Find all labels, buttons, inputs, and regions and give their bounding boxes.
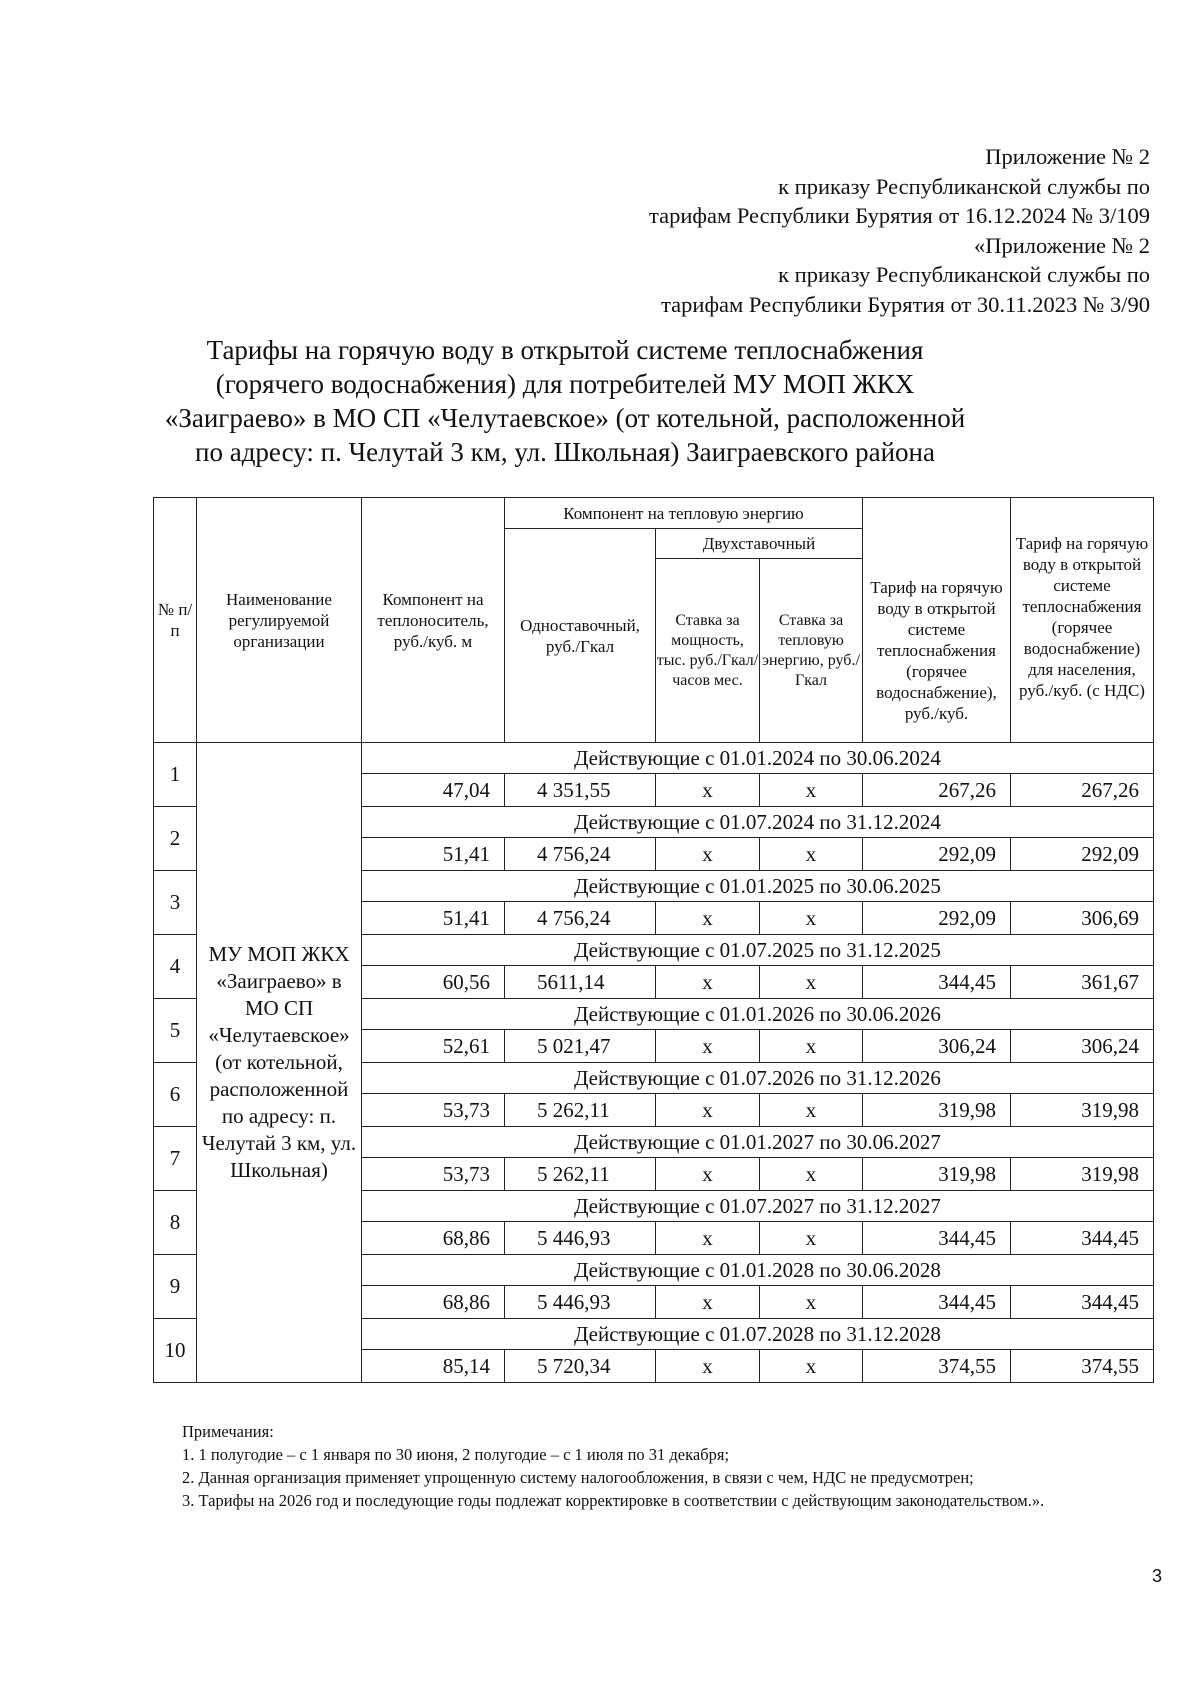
energy-rate-value: х: [760, 1030, 863, 1063]
capacity-rate-value: х: [656, 1350, 760, 1383]
capacity-rate-value: х: [656, 1158, 760, 1191]
capacity-rate-value: х: [656, 1094, 760, 1127]
carrier-value: 60,56: [362, 966, 505, 999]
note-item: 2. Данная организация применяет упрощенную систему налогообложения, в связи с чем, НДС не предусмотрен;: [182, 1468, 974, 1487]
header-heat-component: Компонент на тепловую энергию: [505, 498, 863, 529]
energy-rate-value: х: [760, 1094, 863, 1127]
row-number: 4: [154, 935, 197, 999]
energy-rate-value: х: [760, 1158, 863, 1191]
row-number: 9: [154, 1255, 197, 1319]
row-number: 3: [154, 871, 197, 935]
capacity-rate-value: х: [656, 1286, 760, 1319]
header-single-rate: Одноставочный, руб./Гкал: [505, 529, 656, 743]
org-name: МУ МОП ЖКХ «Заиграево» в МО СП «Челутаевское» (от котельной, расположенной по адресу: п. Челутай 3 км, ул. Школьная): [197, 743, 362, 1383]
population-tariff-value: 319,98: [1011, 1158, 1154, 1191]
capacity-rate-value: х: [656, 838, 760, 871]
header-num: № п/п: [154, 498, 197, 743]
energy-rate-value: х: [760, 1286, 863, 1319]
tariff-value: 292,09: [863, 838, 1011, 871]
row-number: 1: [154, 743, 197, 807]
carrier-value: 53,73: [362, 1158, 505, 1191]
single-rate-value: 5 262,11: [505, 1094, 656, 1127]
population-tariff-value: 306,69: [1011, 902, 1154, 935]
capacity-rate-value: х: [656, 1030, 760, 1063]
document-title: Тарифы на горячую воду в открытой системе теплоснабжения (горячего водоснабжения) для потребителей МУ МОП ЖКХ «Заиграево» в МО СП «Челутаевское» (от котельной, расположенной по адресу: п. Челутай 3 км, ул. Школьная) Заиграевского района: [164, 335, 966, 467]
capacity-rate-value: х: [656, 902, 760, 935]
header-capacity-rate: Ставка за мощность, тыс. руб./Гкал/ часов мес.: [656, 559, 760, 743]
carrier-value: 51,41: [362, 838, 505, 871]
notes-heading: Примечания:: [182, 1422, 274, 1441]
capacity-rate-value: х: [656, 774, 760, 807]
capacity-rate-value: х: [656, 966, 760, 999]
header-carrier: Компонент на теплоноситель, руб./куб. м: [362, 498, 505, 743]
header-line-5: к приказу Республиканской службы по: [778, 262, 1150, 287]
period-label: Действующие с 01.07.2025 по 31.12.2025: [362, 935, 1154, 966]
population-tariff-value: 319,98: [1011, 1094, 1154, 1127]
single-rate-value: 5611,14: [505, 966, 656, 999]
single-rate-value: 5 021,47: [505, 1030, 656, 1063]
population-tariff-value: 344,45: [1011, 1286, 1154, 1319]
period-label: Действующие с 01.01.2026 по 30.06.2026: [362, 999, 1154, 1030]
period-row: [154, 743, 1154, 774]
carrier-value: 68,86: [362, 1286, 505, 1319]
population-tariff-value: 267,26: [1011, 774, 1154, 807]
tariff-value: 374,55: [863, 1350, 1011, 1383]
header-line-2: к приказу Республиканской службы по: [778, 173, 1150, 199]
single-rate-value: 4 351,55: [505, 774, 656, 807]
carrier-value: 47,04: [362, 774, 505, 807]
population-tariff-value: 361,67: [1011, 966, 1154, 999]
row-number: 6: [154, 1063, 197, 1127]
header-two-rate: Двухставочный: [656, 529, 863, 559]
header-line-3: тарифам Республики Бурятия от 16.12.2024 № 3/109: [649, 203, 1150, 228]
tariff-value: 319,98: [863, 1094, 1011, 1127]
capacity-rate-value: х: [656, 1222, 760, 1255]
period-label: Действующие с 01.07.2026 по 31.12.2026: [362, 1063, 1154, 1094]
row-number: 7: [154, 1127, 197, 1191]
header-tariff: Тариф на горячую воду в открытой системе теплоснабжения (горячее водоснабжение), руб./куб.: [863, 498, 1011, 743]
header-line-4: «Приложение № 2: [974, 232, 1150, 258]
header-energy-rate: Ставка за тепловую энергию, руб./Гкал: [760, 559, 863, 743]
carrier-value: 51,41: [362, 902, 505, 935]
header-tariff-population: Тариф на горячую воду в открытой системе теплоснабжения (горячее водоснабжение) для населения, руб./куб. (с НДС): [1011, 498, 1154, 743]
period-label: Действующие с 01.01.2028 по 30.06.2028: [362, 1255, 1154, 1286]
row-number: 2: [154, 807, 197, 871]
population-tariff-value: 344,45: [1011, 1222, 1154, 1255]
tariff-table: [153, 497, 1154, 1383]
tariff-value: 344,45: [863, 1222, 1011, 1255]
note-item: 1. 1 полугодие – с 1 января по 30 июня, 2 полугодие – с 1 июля по 31 декабря;: [182, 1445, 730, 1464]
carrier-value: 52,61: [362, 1030, 505, 1063]
single-rate-value: 5 446,93: [505, 1222, 656, 1255]
population-tariff-value: 374,55: [1011, 1350, 1154, 1383]
carrier-value: 68,86: [362, 1222, 505, 1255]
tariff-value: 344,45: [863, 966, 1011, 999]
population-tariff-value: 306,24: [1011, 1030, 1154, 1063]
period-label: Действующие с 01.07.2028 по 31.12.2028: [362, 1319, 1154, 1350]
single-rate-value: 4 756,24: [505, 838, 656, 871]
row-number: 10: [154, 1319, 197, 1383]
population-tariff-value: 292,09: [1011, 838, 1154, 871]
energy-rate-value: х: [760, 966, 863, 999]
single-rate-value: 5 720,34: [505, 1350, 656, 1383]
energy-rate-value: х: [760, 1350, 863, 1383]
single-rate-value: 5 262,11: [505, 1158, 656, 1191]
tariff-table-body: [154, 743, 1154, 1383]
period-label: Действующие с 01.01.2024 по 30.06.2024: [362, 743, 1154, 774]
energy-rate-value: х: [760, 902, 863, 935]
notes: [182, 1420, 1172, 1512]
period-label: Действующие с 01.07.2027 по 31.12.2027: [362, 1191, 1154, 1222]
energy-rate-value: х: [760, 838, 863, 871]
note-item: 3. Тарифы на 2026 год и последующие годы подлежат корректировке в соответствии с действующим законодательством.».: [182, 1491, 1045, 1510]
single-rate-value: 5 446,93: [505, 1286, 656, 1319]
single-rate-value: 4 756,24: [505, 902, 656, 935]
header-org: Наименование регулируемой организации: [197, 498, 362, 743]
tariff-value: 292,09: [863, 902, 1011, 935]
tariff-value: 319,98: [863, 1158, 1011, 1191]
tariff-value: 267,26: [863, 774, 1011, 807]
period-label: Действующие с 01.01.2027 по 30.06.2027: [362, 1127, 1154, 1158]
tariff-value: 306,24: [863, 1030, 1011, 1063]
energy-rate-value: х: [760, 1222, 863, 1255]
tariff-value: 344,45: [863, 1286, 1011, 1319]
period-label: Действующие с 01.07.2024 по 31.12.2024: [362, 807, 1154, 838]
carrier-value: 53,73: [362, 1094, 505, 1127]
row-number: 8: [154, 1191, 197, 1255]
period-label: Действующие с 01.01.2025 по 30.06.2025: [362, 871, 1154, 902]
appendix-header: [530, 142, 1150, 319]
header-line-1: Приложение № 2: [985, 144, 1150, 169]
energy-rate-value: х: [760, 774, 863, 807]
row-number: 5: [154, 999, 197, 1063]
carrier-value: 85,14: [362, 1350, 505, 1383]
header-line-6: тарифам Республики Бурятия от 30.11.2023 № 3/90: [661, 291, 1150, 317]
page-number: 3: [1151, 1566, 1162, 1586]
